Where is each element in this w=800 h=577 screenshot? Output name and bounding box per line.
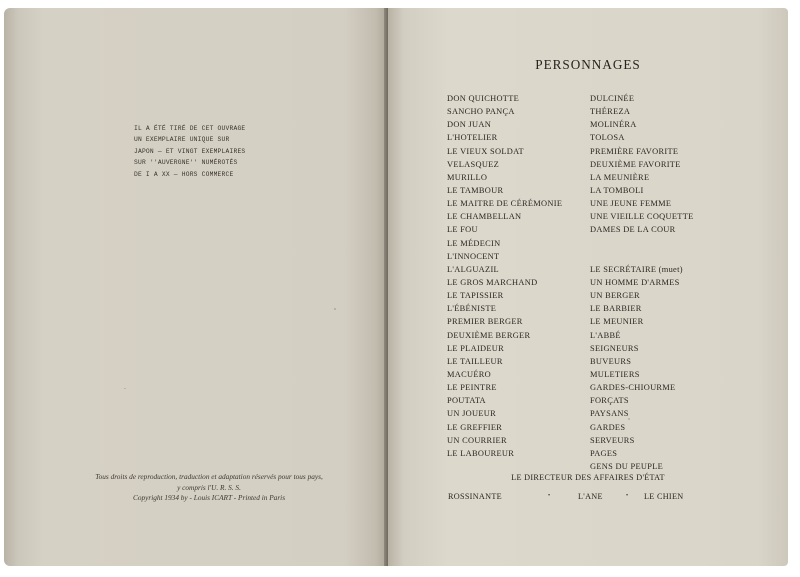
limitation-line: DE I A XX — HORS COMMERCE [134,170,234,178]
cast-item: DAMES DE LA COUR [590,225,676,235]
cast-item: BUVEURS [590,356,632,366]
animal-rossinante: ROSSINANTE [448,492,502,501]
cast-item: PAGES [590,448,618,458]
cast-item: LE PLAIDEUR [447,343,505,353]
cast-spacer [590,237,694,250]
paper-speck [124,388,126,389]
animal-chien: LE CHIEN [644,492,684,501]
limitation-line: SUR ''AUVERGNE'' NUMÉROTÉS [134,159,238,167]
rights-line: y compris l'U. R. S. S. [177,482,241,492]
cast-item: POUTATA [447,396,486,406]
cast-item: DULCINÉE [590,94,635,103]
cast-item: GARDES-CHIOURME [590,383,676,393]
cast-item: UNE VIEILLE COQUETTE [590,212,694,222]
rights-notice [64,472,354,504]
cast-item: LE BARBIER [590,304,642,314]
cast-item: LE TAMBOUR [447,185,504,195]
bullet-separator: • [548,493,551,499]
cast-item: LE TAILLEUR [447,356,503,366]
cast-item: GARDES [590,422,626,432]
cast-item: UN HOMME D'ARMES [590,277,680,287]
cast-item: LA MEUNIÈRE [590,172,650,182]
cast-item: PREMIÈRE FAVORITE [590,146,679,156]
cast-item: SEIGNEURS [590,343,639,353]
limitation-line: JAPON — ET VINGT EXEMPLAIRES [134,147,246,155]
cast-item: LE FOU [447,225,478,235]
cast-item: FORÇATS [590,396,629,406]
cast-item: DEUXIÈME BERGER [447,330,531,340]
cast-item: DON JUAN [447,120,492,130]
cast-item: LE SECRÉTAIRE (muet) [590,264,683,274]
cast-item: DON QUICHOTTE [447,94,520,103]
cast-item: MACUÉRO [447,369,491,379]
animal-ane: L'ANE [578,492,603,501]
cast-item: L'ALGUAZIL [447,264,499,274]
cast-item: MULETIERS [590,369,640,379]
cast-item: L'ÉBÉNISTE [447,304,497,314]
cast-item: VELASQUEZ [447,159,500,169]
cast-item: SERVEURS [590,435,635,445]
cast-item: UN COURRIER [447,435,507,445]
limitation-line: IL A ÉTÉ TIRÉ DE CET OUVRAGE [134,125,246,132]
cast-item: LE MEUNIER [590,317,644,327]
cast-list-left [447,92,562,460]
cast-item: LE PEINTRE [447,383,497,393]
cast-item: LE CHAMBELLAN [447,212,522,222]
cast-item: L'HOTELIER [447,133,498,143]
bullet-separator: • [626,493,629,499]
limitation-line: UN EXEMPLAIRE UNIQUE SUR [134,136,230,144]
page-title: PERSONNAGES [535,57,641,72]
cast-item: LE VIEUX SOLDAT [447,146,524,156]
animals-line [448,492,748,504]
cast-item: PAYSANS [590,409,629,419]
cast-item: LE GROS MARCHAND [447,277,538,287]
limitation-notice [134,123,294,180]
cast-item: MOLINÉRA [590,120,637,130]
cast-item: GENS DU PEUPLE [590,461,664,471]
cast-item: THÉREZA [590,107,631,117]
cast-item: TOLOSA [590,133,625,143]
cast-item: DEUXIÈME FAVORITE [590,159,681,169]
cast-item: SANCHO PANÇA [447,107,515,117]
copyright-line: Copyright 1934 by - Louis ICART - Printed in Paris [132,493,286,502]
cast-item: LE TAPISSIER [447,291,504,301]
cast-item: LA TOMBOLI [590,185,644,195]
cast-item: PREMIER BERGER [447,317,523,327]
cast-item: LE MAITRE DE CÉRÉMONIE [447,199,563,209]
cast-item: UN BERGER [590,291,640,301]
left-page [4,8,388,566]
cast-item: L'ABBÉ [590,330,621,340]
cast-item: LE GREFFIER [447,422,503,432]
cast-item: UNE JEUNE FEMME [590,199,672,209]
director-line: LE DIRECTEUR DES AFFAIRES D'ÉTAT [511,473,665,482]
cast-item: MURILLO [447,172,488,182]
cast-item: LE MÉDECIN [447,238,501,248]
cast-spacer [590,250,694,263]
cast-item: L'INNOCENT [447,251,500,261]
rights-line: Tous droits de reproduction, traduction et adaptation réservés pour tous pays, [95,472,323,481]
paper-speck [334,308,336,310]
cast-item: UN JOUEUR [447,409,496,419]
cast-list-right [590,92,694,473]
cast-item: LE LABOUREUR [447,448,515,458]
